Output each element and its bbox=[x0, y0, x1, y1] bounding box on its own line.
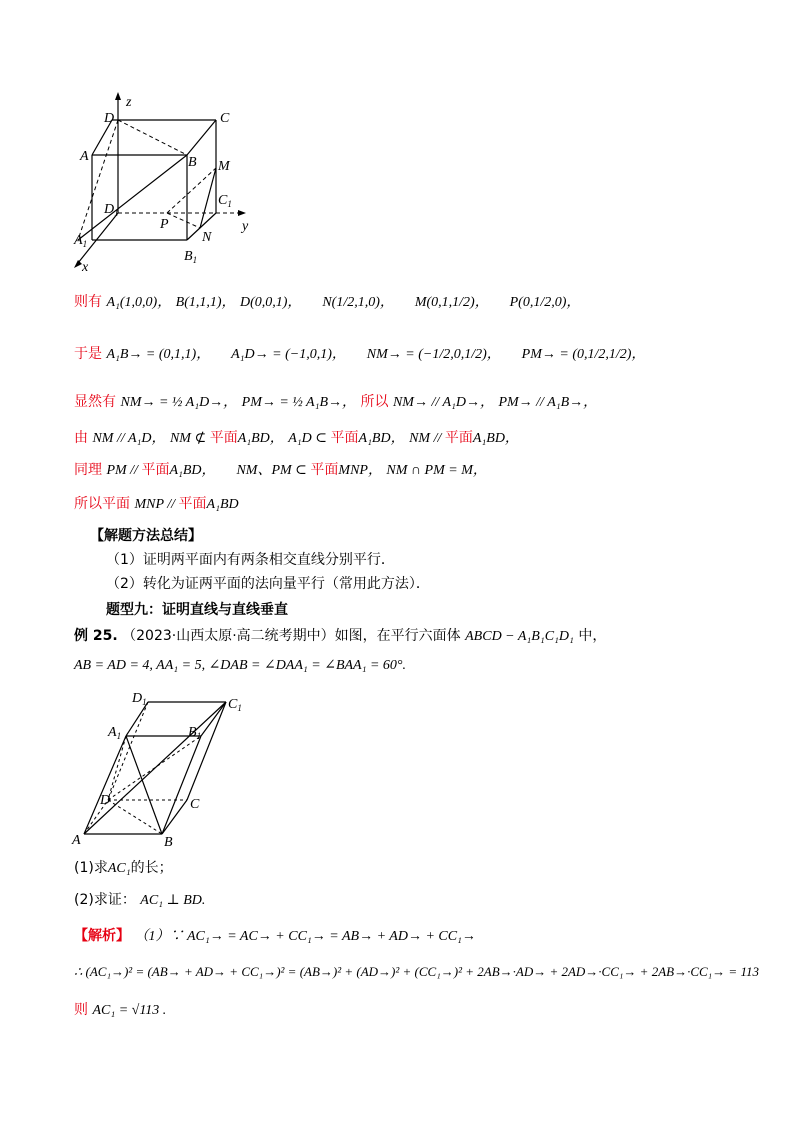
plane-word: 平面 bbox=[209, 430, 238, 446]
stmt-b: NM ⊄ bbox=[169, 431, 210, 446]
question-2 bbox=[74, 890, 205, 911]
lead-text: 所以平面 bbox=[74, 496, 130, 512]
stmt-d: NM // bbox=[409, 431, 445, 446]
example-condition: AB = AD = 4, AA₁ = 5, ∠DAB = ∠DAA₁ = ∠BAA₁ = 60°. bbox=[74, 658, 407, 673]
parallelepiped-figure bbox=[70, 688, 260, 848]
relation-b: PM→ = ½ A₁B→， bbox=[241, 395, 357, 410]
q2-statement: AC₁ ⊥ BD. bbox=[140, 893, 206, 908]
vector-A1B: A₁B→ = (0,1,1)， bbox=[106, 347, 211, 362]
label-P: P bbox=[160, 217, 169, 232]
q1-suffix: 的长； bbox=[130, 860, 173, 876]
solution-line-3 bbox=[74, 1000, 166, 1021]
label-y: y bbox=[242, 219, 249, 234]
solution-tag: 【解析】 bbox=[74, 928, 130, 944]
stmt-c: A₁D ⊂ bbox=[288, 431, 331, 446]
plane-name: MNP， bbox=[338, 463, 382, 478]
stmt-a: NM // A₁D， bbox=[92, 431, 166, 446]
relation-c: NM→ // A₁D→， bbox=[392, 395, 494, 410]
plane-name: A₁BD， bbox=[358, 431, 405, 446]
label-A1: $A_1$ bbox=[108, 725, 122, 741]
example-solid: ABCD − A₁B₁C₁D₁ bbox=[465, 629, 574, 644]
plane-word: 平面 bbox=[178, 496, 207, 512]
example-header bbox=[74, 626, 606, 647]
vector-NM: NM→ = (−1/2,0,1/2)， bbox=[366, 347, 501, 362]
lead-text: 于是 bbox=[74, 346, 102, 362]
stmt-a: PM // bbox=[106, 463, 142, 478]
lead-text: 由 bbox=[74, 430, 88, 446]
label-B1: $B_1$ bbox=[188, 725, 202, 741]
q1-segment: AC₁ bbox=[107, 861, 131, 876]
label-A1: $A_1$ bbox=[74, 233, 88, 249]
plane-name: A₁BD， bbox=[169, 463, 216, 478]
vectors-line bbox=[74, 344, 645, 365]
relation-a: NM→ = ½ A₁D→， bbox=[120, 395, 238, 410]
label-D1: $D_1$ bbox=[104, 202, 119, 218]
label-D: D bbox=[104, 111, 115, 126]
section-title: 题型九：证明直线与直线垂直 bbox=[106, 602, 288, 618]
stmt-c: NM ∩ PM = M， bbox=[386, 463, 487, 478]
label-B: B bbox=[188, 155, 197, 170]
reason-line bbox=[74, 428, 519, 449]
plane-word: 平面 bbox=[330, 430, 359, 446]
lead-text: 显然有 bbox=[74, 394, 116, 410]
coord-P: P(0,1/2,0)， bbox=[509, 295, 581, 310]
stmt-a: MNP // bbox=[134, 497, 179, 512]
lead-text: 则有 bbox=[74, 294, 102, 310]
q2-prefix: (2)求证： bbox=[74, 892, 136, 908]
plane-name: A₁BD， bbox=[472, 431, 519, 446]
example-tail: 中， bbox=[578, 628, 607, 644]
plane-word: 平面 bbox=[444, 430, 473, 446]
solution-step-1: （1）∵ AC₁→ = AC→ + CC₁→ = AB→ + AD→ + CC₁→ bbox=[134, 929, 476, 944]
label-x: x bbox=[82, 260, 89, 275]
question-1 bbox=[74, 858, 173, 879]
solution-line-1 bbox=[74, 926, 476, 947]
label-B1: $B_1$ bbox=[184, 249, 198, 265]
example-source: （2023·山西太原·高二统考期中）如图，在平行六面体 bbox=[122, 628, 461, 644]
parallel-line bbox=[74, 392, 597, 413]
coord-M: M(0,1,1/2)， bbox=[414, 295, 489, 310]
summary-item-1: （1）证明两平面内有两条相交直线分别平行． bbox=[106, 552, 395, 568]
stmt-b: NM、PM ⊂ bbox=[236, 463, 311, 478]
example-label: 例 25. bbox=[74, 628, 118, 644]
lead-text: 则 bbox=[74, 1002, 88, 1018]
label-C: C bbox=[220, 111, 230, 126]
similarly-line bbox=[74, 460, 487, 481]
summary-title: 【解题方法总结】 bbox=[90, 528, 202, 544]
label-C1: $C_1$ bbox=[228, 697, 242, 713]
mid-text: 所以 bbox=[360, 394, 389, 410]
label-D: D bbox=[100, 793, 111, 808]
coord-N: N(1/2,1,0)， bbox=[322, 295, 394, 310]
summary-item-2: （2）转化为证两平面的法向量平行（常用此方法）． bbox=[106, 576, 430, 592]
lead-text: 同理 bbox=[74, 462, 102, 478]
plane-name: A₁BD， bbox=[237, 431, 284, 446]
label-A: A bbox=[72, 833, 81, 848]
plane-word: 平面 bbox=[141, 462, 170, 478]
label-C1: $C_1$ bbox=[218, 193, 232, 209]
label-B: B bbox=[164, 835, 173, 848]
label-D1: $D_1$ bbox=[132, 691, 147, 707]
vector-PM: PM→ = (0,1/2,1/2)， bbox=[521, 347, 646, 362]
plane-word: 平面 bbox=[310, 462, 339, 478]
conclusion-line bbox=[74, 494, 239, 515]
relation-d: PM→ // A₁B→， bbox=[498, 395, 598, 410]
solution-result: AC₁ = √113 . bbox=[92, 1003, 167, 1018]
label-C: C bbox=[190, 797, 200, 812]
coords-line bbox=[74, 292, 580, 313]
label-z: z bbox=[126, 95, 132, 110]
label-N: N bbox=[202, 230, 212, 245]
q1-prefix: (1)求 bbox=[74, 860, 108, 876]
label-A: A bbox=[80, 149, 89, 164]
label-M: M bbox=[218, 159, 230, 174]
vector-A1D: A₁D→ = (−1,0,1)， bbox=[231, 347, 346, 362]
plane-name: A₁BD bbox=[206, 497, 239, 512]
solution-line-2: ∴ (AC₁→)² = (AB→ + AD→ + CC₁→)² = (AB→)² + (AD→)² + (CC₁→)² + 2AB→·AD→ + 2AD→·CC₁→ + 2AB→·CC₁→ = 113 bbox=[74, 964, 759, 979]
coord-A1: A₁(1,0,0)， bbox=[106, 295, 172, 310]
coord-B: B(1,1,1)， bbox=[175, 295, 236, 310]
coord-D: D(0,0,1)， bbox=[240, 295, 302, 310]
cube-coordinate-figure bbox=[60, 88, 270, 278]
